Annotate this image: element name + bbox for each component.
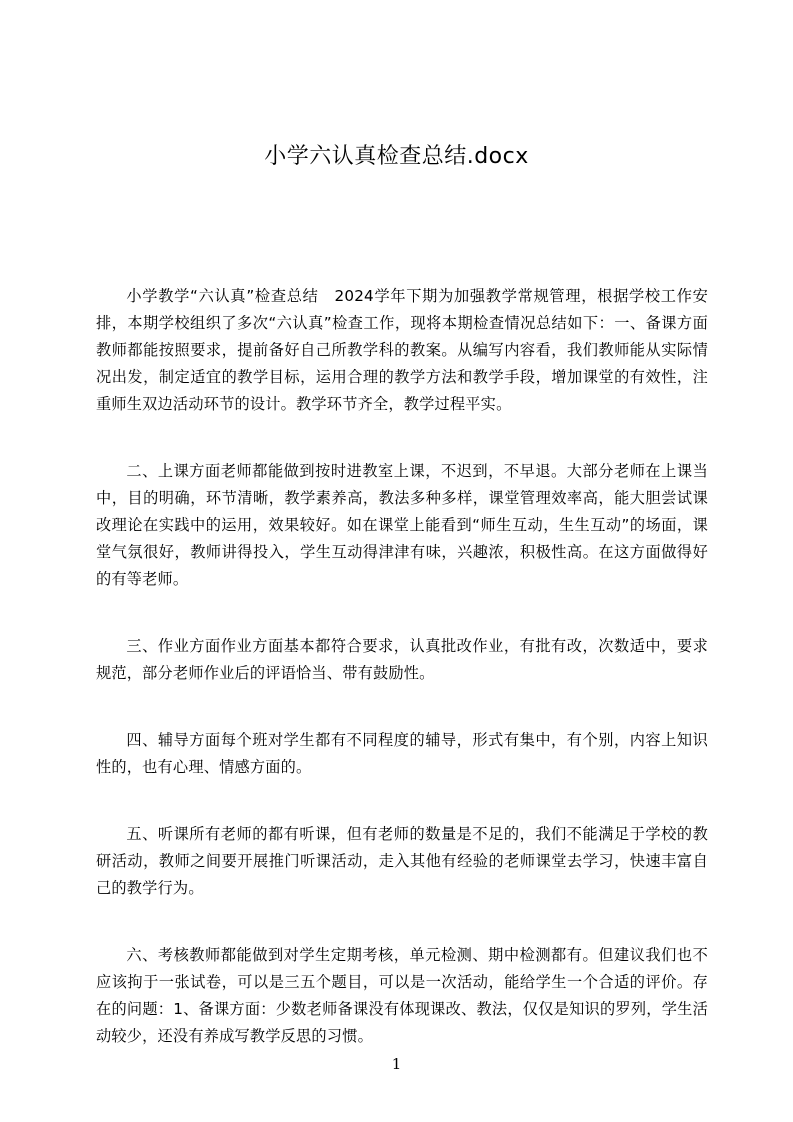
page-number: 1 [391,1055,402,1073]
document-title: 小学六认真检查总结.docx [264,144,529,169]
document-body [96,283,708,1090]
paragraph-tutoring: 四、辅导方面每个班对学生都有不同程度的辅导，形式有集中，有个别，内容上知识性的，也有心理、情感方面的。 [96,731,708,776]
paragraph-teaching: 二、上课方面老师都能做到按时进教室上课，不迟到，不早退。大部分老师在上课当中，目的明确，环节清晰，教学素养高，教法多种多样，课堂管理效率高，能大胆尝试课改理论在实践中的运用，效果较好。如在课堂上能看到“师生互动，生生互动”的场面，课堂气氛很好，教师讲得投入，学生互动得津津有味，兴趣浓，积极性高。在这方面做得好的有等老师。 [96,462,708,588]
paragraph-assessment: 六、考核教师都能做到对学生定期考核，单元检测、期中检测都有。但建议我们也不应该拘于一张试卷，可以是三五个题目，可以是一次活动，能给学生一个合适的评价。存在的问题：1、备课方面：少数老师备课没有体现课改、教法，仅仅是知识的罗列，学生活动较少，还没有养成写教学反思的习惯。 [96,946,708,1045]
paragraph-observation: 五、听课所有老师的都有听课，但有老师的数量是不足的，我们不能满足于学校的教研活动，教师之间要开展推门听课活动，走入其他有经验的老师课堂去学习，快速丰富自己的教学行为。 [96,825,708,897]
paragraph-homework: 三、作业方面作业方面基本都符合要求，认真批改作业，有批有改，次数适中，要求规范，部分老师作业后的评语恰当、带有鼓励性。 [96,637,708,682]
paragraph-intro: 小学教学“六认真”检查总结 2024学年下期为加强教学常规管理，根据学校工作安排，本期学校组织了多次“六认真”检查工作，现将本期检查情况总结如下：一、备课方面教师都能按照要求，提前备好自己所教学科的教案。从编写内容看，我们教师能从实际情况出发，制定适宜的教学目标，运用合理的教学方法和教学手段，增加课堂的有效性，注重师生双边活动环节的设计。教学环节齐全，教学过程平实。 [96,287,708,413]
